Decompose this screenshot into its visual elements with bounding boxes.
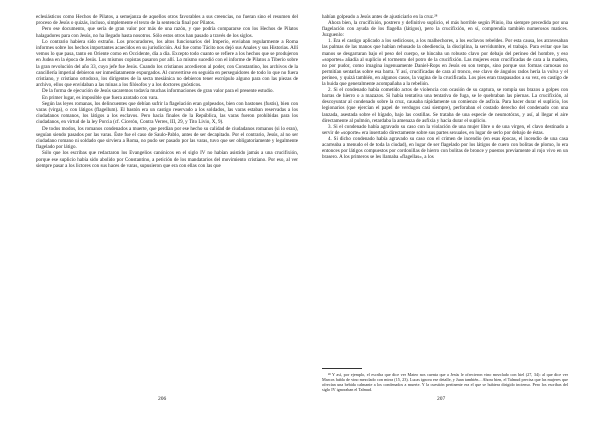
left-page <box>36 14 298 169</box>
paragraph: Lo contrario habiera sido extraño. Los procuradores, los altos funcionarios del Imperio, enviaban regularmente a Roma informes sobre los hechos importantes acaecidos en su jurisdicción. Así fue como Tácito nos dejó sus Anales y sus Historias. Allí vemos lo que pasa, tanto en Oriente como en Occidente, día a día. Excepto todo cuanto se refiere a los hechos que se produjeron en Judea en la época de Jesús. Los mismos copistas pasaron por allí. Lo mismo sucedió con el informe de Pilatos a Tiberio sobre la gran revolución del año 33, cuyo jefe fue Jesús. Cuando los cristianos accedieron al poder, con Constantino, los archivos de la cancillería imperial debieron ser inmediatamente expurgados. Al convertirse en seguida en perseguidores de todo lo que no fuera cristiano, y cristiano ortodoxo, los dirigentes de la secta mesiánica no debieron tener escrúpulo alguno para con las piezas de archivo, ellos que envidaban a las minas a los filósofos y a los doctores gnósticos. <box>36 38 298 89</box>
paragraph: eclesiásticos como Hechos de Pilatos, a semejanza de aquellos otros favorables a sus creencias, no fueran sino el resumen del proceso de Jesús o quizás, incluso, simplemente el texto de la sentencia final por Pilatos. <box>36 14 298 27</box>
paragraph: De todos modos, los romanos condenados a muerte, que perdían por ese hecho su calidad de ciudadanos romanos (si lo eran), seguían siendo pasados por las varas. Éste fue el caso de Saulo-Pablo, antes de ser decapitado. Por el contrario, Jesús, al no ser ciudadano romano ni soldado que sirviera a Roma, no pudo ser pasado por las varas, tuvo que ser obligatoriamente y legalmente flagelado por látigo. <box>36 125 298 151</box>
right-page <box>322 14 568 160</box>
paragraph: 2. Si el condenado había cometido actos de violencia con ocasión de su captura, se rompía sus brazos a golpes con barras de hierro o a mazazos. Si había tentativa una tentativa de fuga, se le quebraban las piernas. La crucifixión, al descoyuntar al condenado sobre la cruz, causaba rápidamente un comienzo de asfixia. Para hacer durar el suplicio, los legionarios (que ejercían el papel de verdugos casi siempre), perforaban el costado derecho del condenado con una lanzada, asestada sobre el hígado, bajo las costillas. Se trataba de una especie de neumotórax, y así, al llegar el aire directamente al pulmón, retardaba la amenaza de asfixia y hacía durar el suplicio. <box>322 87 568 124</box>
paragraph: Según las leyes romanas, los delincuentes que debían sufrir la flagelación eran golpeados, bien con bastones (fustis), bien con varas (virga), o con látigos (flagellum). El bastón era un castigo reservado a los soldados, las varas estaban reservadas a los ciudadanos romanos, los látigos a los esclavos. Pero hacia finales de la República, las varas fueron prohibidas para los ciudadanos, en virtud de la ley Porcia (cf. Cicerón, Contra Verres, III, 29, y Tito Livio, X, 9). <box>36 100 298 126</box>
paragraph: De la forma de ejecución de Jesús sacaremos todavía muchas informaciones de gran valor para el presente estudio. <box>42 88 274 95</box>
paragraph: En primer lugar, es imposible que fuera azotado con vara. <box>42 94 159 101</box>
paragraph: 3. Si el condenado había agravado su caso con la violación de una mujer libre o de una virgen, el clavo destinado a servir de «soporte» era insertado directamente sobre sus partes sexuales, en lugar de serlo por debajo de éstas. <box>322 123 568 136</box>
paragraph: habían golpeado a Jesús antes de ajusticiarlo en la cruz.²⁸ <box>322 14 438 20</box>
paragraph: 4. Si dicho condenado había agravado su caso con el crimen de incendio (en esas épocas, el incendio de una casa acarreaba a menudo el de toda la ciudad), en lugar de ser flagelado por los látigos de cuero con bolitas de plomo, lo era entonces por látigos compuestos por cordonillas de hierro con bolitas de bronce y puestos previamente al rojo vivo en un brasero. A los primeros se les llamaba «flagellas», a los <box>322 135 568 161</box>
paragraph: Pero ese documento, que sería de gran valor por más de una razón, y que podría compararse con los Hechos de Pilatos halagadores para con Jesús, no ha llegado hasta nosotros. Sólo estos otros han pasado a través de los siglos. <box>36 26 298 39</box>
page-number-left: 206 <box>158 396 167 402</box>
paragraph: Sólo que los escribas que redactaron los Evangelios canónicos en el siglo IV no habían asistido jamás a una crucifixión, porque ese suplicio había sido abolido por Constantino, a petición de los mandatarios del movimiento cristiano. Por eso, al ver siempre pasar a los lictores con sus haces de varas, supusieron que era con ellas con las que <box>36 150 298 169</box>
paragraph: Ahora bien, la crucifixión, postrero y definitivo suplicio, el más horrible según Plinio, iba siempre precedida por una flagelación con ayuda de los flagella (látigos), pero la crucifixión, en sí, comprendía también numerosos matices. Juzguenlo: <box>322 20 568 39</box>
footnote-area <box>322 368 568 392</box>
paragraph: 1. Era el castigo aplicado a los sediciosos, a los malhechores, a los esclavos rebeldes. Por esta causa, les atravesaban las palmas de las manos que habían rehusado la obediencia, la disciplina, la servidumbre, el trabajo. Para evitar que las manos se desgarraran bajo el peso del cuerpo, se hincaba un robusto clavo por debajo del perineo del hombre, y eso «soportes» añadía al suplicio el tormento del potro de la crucifixión. Las mujeres eran crucificadas de cara a la madera, no por pudor, como imagina ingenuamente Daniel-Rops en Jesús en son temps, sino porque sus formas carnosas no permitían sentarlas sobre esa barra. Y así, crucificadas de cara al tronco, ese clavo de ángulos rados hería la vulva y el perineo, y quizá también, en algunos casos, la vagina de la crucificada. Los pies eran traspasados a su vez, en castigo de la huida que generalmente acompañaba a la rebelión. <box>322 38 568 88</box>
page-number-right: 207 <box>437 396 446 402</box>
footnote: ²⁸ Y así, por ejemplo, el escriba que dice ver Mateo nos cuenta que a Jesús le ofrecieron vino mezclado con hiel (27, 34): al que dice ver Marcos habla de vino mezclado con mirra (15, 23). Lucas ignora ese detalle, y Juan también... Ahora bien, el Talmud precisa que las mujeres que ofrecían una bebida calmante a los condenados a muerte. Y la cuestión pertinente era el que se hubiera dirigido incienso. Pero los escribas del siglo IV ignoraban el Talmud. <box>322 372 568 393</box>
footnote-rule <box>322 368 362 369</box>
